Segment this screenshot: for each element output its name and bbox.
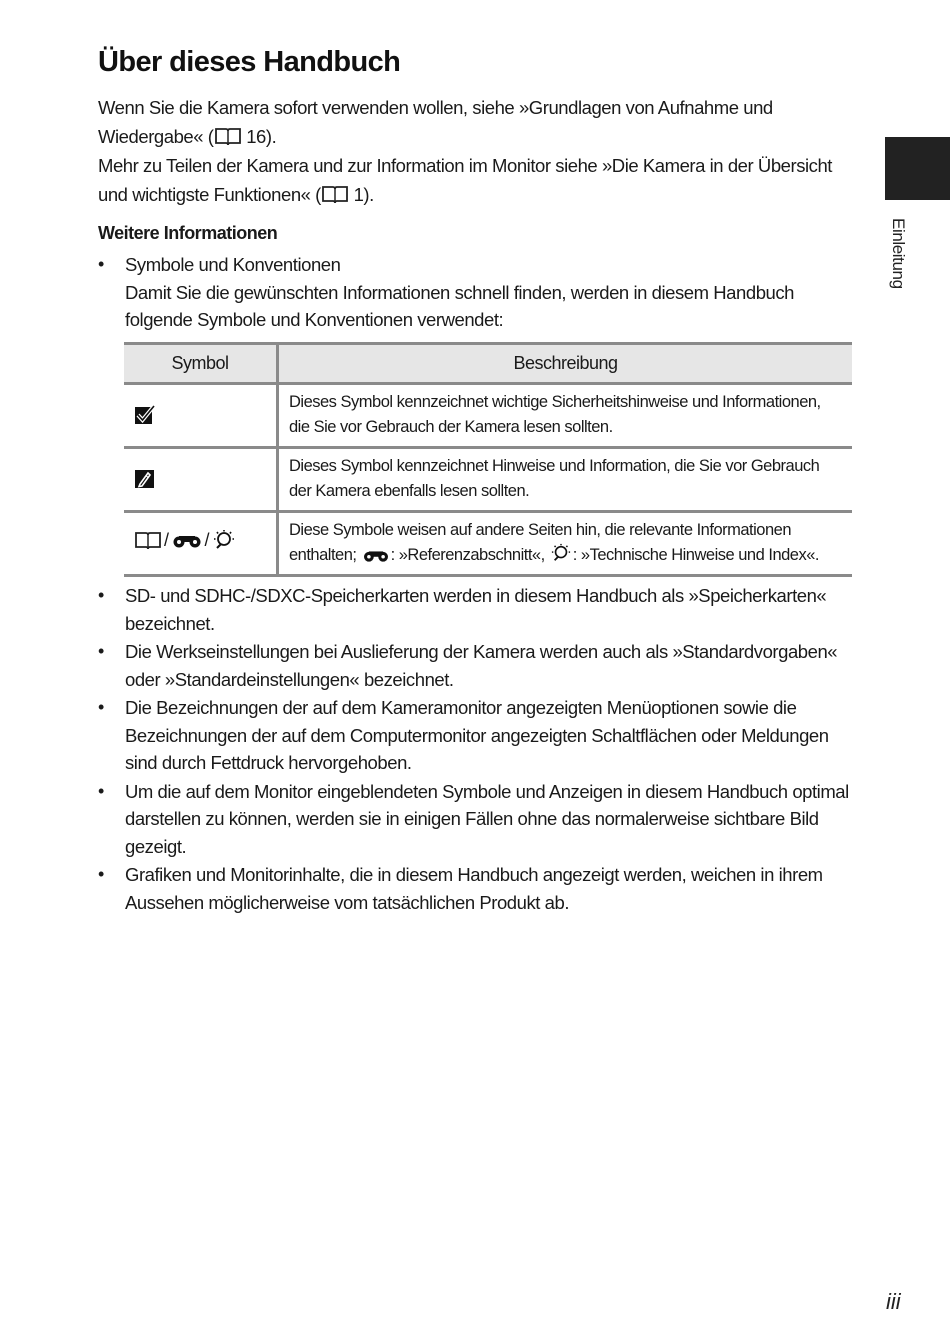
book-icon	[134, 530, 162, 550]
table-header-row	[124, 344, 852, 384]
intro-p2-text: Mehr zu Teilen der Kamera und zur Information im Monitor siehe »Die Kamera in der Übersicht und wichtigste Funktionen« (	[98, 155, 832, 205]
pencil-note-icon	[134, 469, 156, 489]
intro-paragraph-1	[98, 93, 858, 151]
symbol-separator: /	[204, 529, 210, 550]
symbol-cell	[124, 384, 278, 448]
page-number: iii	[886, 1289, 901, 1314]
symbol-group	[134, 528, 237, 553]
table-row	[124, 384, 852, 448]
symbol-separator: /	[164, 529, 169, 550]
list-item: • Die Werkseinstellungen bei Auslieferung der Kamera werden auch als »Standardvorgaben« oder »Standardeinstellungen« bezeichnet.	[98, 638, 858, 693]
intro-paragraph-2	[98, 151, 858, 209]
chapter-tab-marker	[885, 137, 950, 200]
book-icon	[214, 126, 242, 146]
description-cell: Dieses Symbol kennzeichnet Hinweise und Information, die Sie vor Gebrauch der Kamera ebenfalls lesen sollten.	[278, 448, 853, 512]
intro-p2-ref: 1).	[348, 184, 374, 205]
list-item	[98, 251, 838, 334]
symbol-cell	[124, 512, 278, 576]
page-title: Über dieses Handbuch	[98, 46, 401, 78]
intro-text	[98, 93, 858, 209]
list-item: • Grafiken und Monitorinhalte, die in diesem Handbuch angezeigt werden, weichen in ihrem Aussehen möglicherweise vom tatsächlichen Produkt ab.	[98, 861, 858, 916]
intro-p1-text: Wenn Sie die Kamera sofort verwenden wollen, siehe »Grundlagen von Aufnahme und Wiedergabe« (	[98, 97, 773, 147]
header-symbol: Symbol	[124, 344, 278, 384]
tip-bulb-icon	[211, 529, 237, 551]
conventions-bullet-list	[98, 582, 858, 917]
description-part-2: : »Referenzabschnitt«,	[390, 546, 549, 564]
section-heading: Weitere Informationen	[98, 223, 278, 243]
description-part-1: Diese Symbole weisen auf andere Seiten hin, die relevante Informationen enthalten;	[289, 521, 791, 564]
list-item: • Um die auf dem Monitor eingeblendeten Symbole und Anzeigen in diesem Handbuch optimal darstellen zu können, werden sie in einigen Fällen ohne das normalerweise sichtbare Bild gezeigt.	[98, 778, 858, 861]
chapter-tab-label: Einleitung	[889, 218, 908, 289]
header-description: Beschreibung	[278, 344, 853, 384]
book-icon	[321, 184, 349, 204]
bullet-description: Damit Sie die gewünschten Informationen schnell finden, werden in diesem Handbuch folgende Symbole und Konventionen verwendet:	[125, 281, 795, 330]
symbol-cell	[124, 448, 278, 512]
description-part-3: : »Technische Hinweise und Index«.	[572, 546, 819, 564]
binoculars-icon	[171, 531, 203, 549]
description-cell	[278, 512, 853, 576]
intro-p1-ref: 16).	[241, 126, 277, 147]
check-mark-icon	[134, 405, 156, 425]
table-row	[124, 448, 852, 512]
list-item: • SD- und SDHC-/SDXC-Speicherkarten werden in diesem Handbuch als »Speicherkarten« bezeichnet.	[98, 582, 858, 637]
binoculars-icon	[361, 547, 391, 563]
symbol-table	[124, 342, 852, 577]
list-item: • Die Bezeichnungen der auf dem Kameramonitor angezeigten Menüoptionen sowie die Bezeichnungen der auf dem Computermonitor angezeigten Schaltflächen oder Meldungen sind durch Fettdruck hervorgehoben.	[98, 694, 858, 777]
table-row	[124, 512, 852, 576]
symbols-bullet-list	[98, 251, 838, 334]
description-cell: Dieses Symbol kennzeichnet wichtige Sicherheitshinweise und Informationen, die Sie vor Gebrauch der Kamera lesen sollten.	[278, 384, 853, 448]
bullet-title: • Symbole und Konventionen	[125, 254, 341, 275]
tip-bulb-icon	[549, 543, 573, 563]
